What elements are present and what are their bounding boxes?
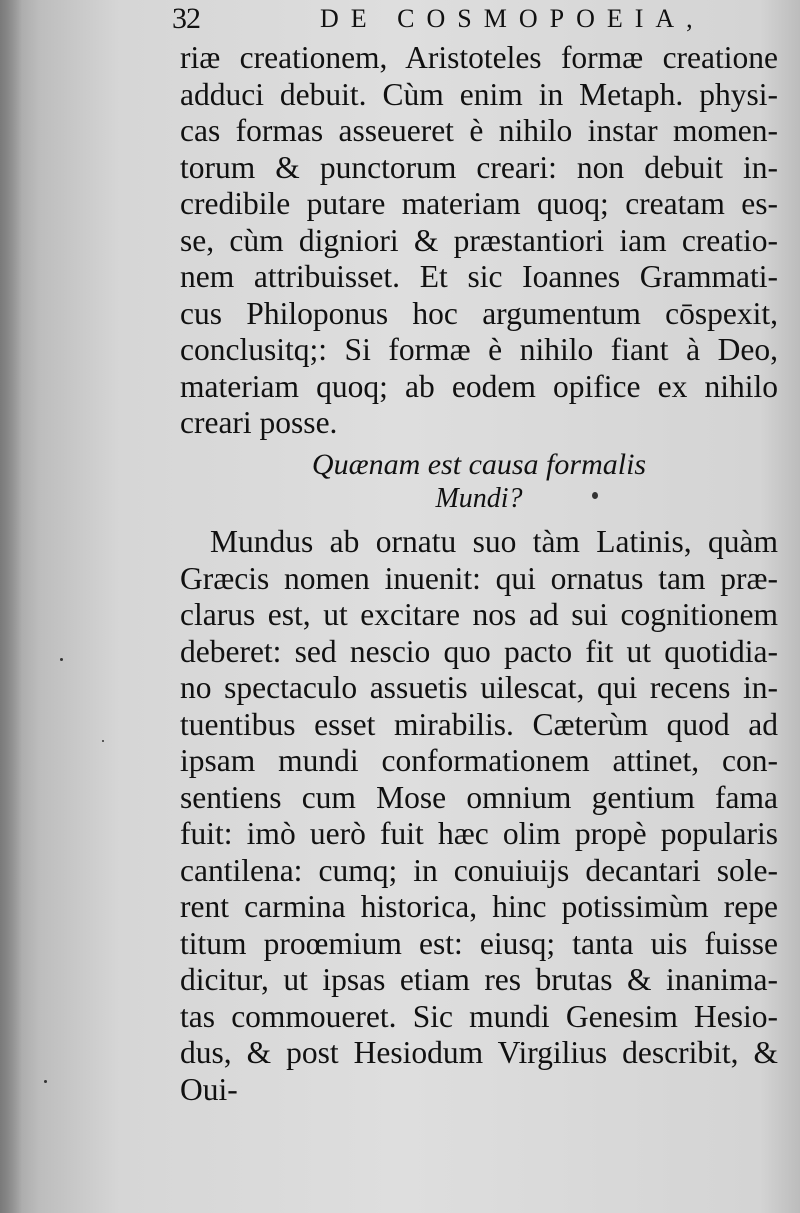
text-line: conclusitq;: Si formæ è nihilo fiant à Deo, [180, 332, 778, 367]
text-line: materiam quoq; ab eodem opifice ex nihilo [180, 368, 778, 404]
text-line: Græcis nomen inuenit: qui ornatus tam præ- [180, 560, 778, 596]
text-line: creari posse. [180, 405, 338, 440]
paragraph-mundus [180, 524, 778, 1108]
text-line: fuit: imò uerò fuit hæc olim propè popularis [180, 816, 778, 851]
page-header [172, 0, 772, 42]
running-title: DE COSMOPOEIA, [320, 4, 705, 33]
text-line: cas formas asseueret è nihilo instar momen- [180, 113, 778, 148]
text-line: Mundus ab ornatu suo tàm Latinis, quàm [210, 524, 778, 559]
catchword: Oui- [180, 1071, 238, 1107]
text-line: tas commoueret. Sic mundi Genesim Hesio- [180, 998, 778, 1034]
text-line: rent carmina historica, hinc potissimùm repe [180, 889, 778, 924]
text-line: torum & punctorum creari: non debuit in- [180, 149, 778, 185]
text-line: adduci debuit. Cùm enim in Metaph. physi- [180, 76, 778, 112]
text-line: tuentibus esset mirabilis. Cæterùm quod ad [180, 706, 778, 742]
text-line: clarus est, ut excitare nos ad sui cognitionem [180, 597, 778, 632]
text-line: nem attribuisset. Et sic Ioannes Grammati- [180, 259, 778, 294]
text-line: credibile putare materiam quoq; creatam es- [180, 186, 778, 221]
text-line: cantilena: cumq; in conuiuijs decantari sole- [180, 852, 778, 888]
text-line: riæ creationem, Aristoteles formæ creatione [180, 40, 778, 75]
text-line: se, cùm digniori & præstantiori iam creatio- [180, 222, 778, 258]
text-line: dicitur, ut ipsas etiam res brutas & inanima- [180, 962, 778, 997]
section-heading: Quænam est causa formalis [311, 448, 647, 481]
text-line: deberet: sed nescio quo pacto fit ut quotidia- [180, 633, 778, 669]
text-line: cus Philoponus hoc argumentum cōspexit, [180, 295, 778, 331]
text-line: dus, & post Hesiodum Virgilius describit, & [180, 1035, 778, 1070]
binding-shadow [0, 0, 22, 1213]
page-number: 32 [172, 2, 200, 35]
paragraph-continuation [180, 40, 778, 442]
text-line: sentiens cum Mose omnium gentium fama [180, 779, 778, 815]
text-line: ipsam mundi conformationem attinet, con- [180, 743, 778, 778]
text-line: no spectaculo assuetis uilescat, qui recens in- [180, 670, 778, 705]
section-heading-continuation: Mundi? [435, 483, 523, 514]
text-line: titum proœmium est: eiusq; tanta uis fuisse [180, 925, 778, 961]
